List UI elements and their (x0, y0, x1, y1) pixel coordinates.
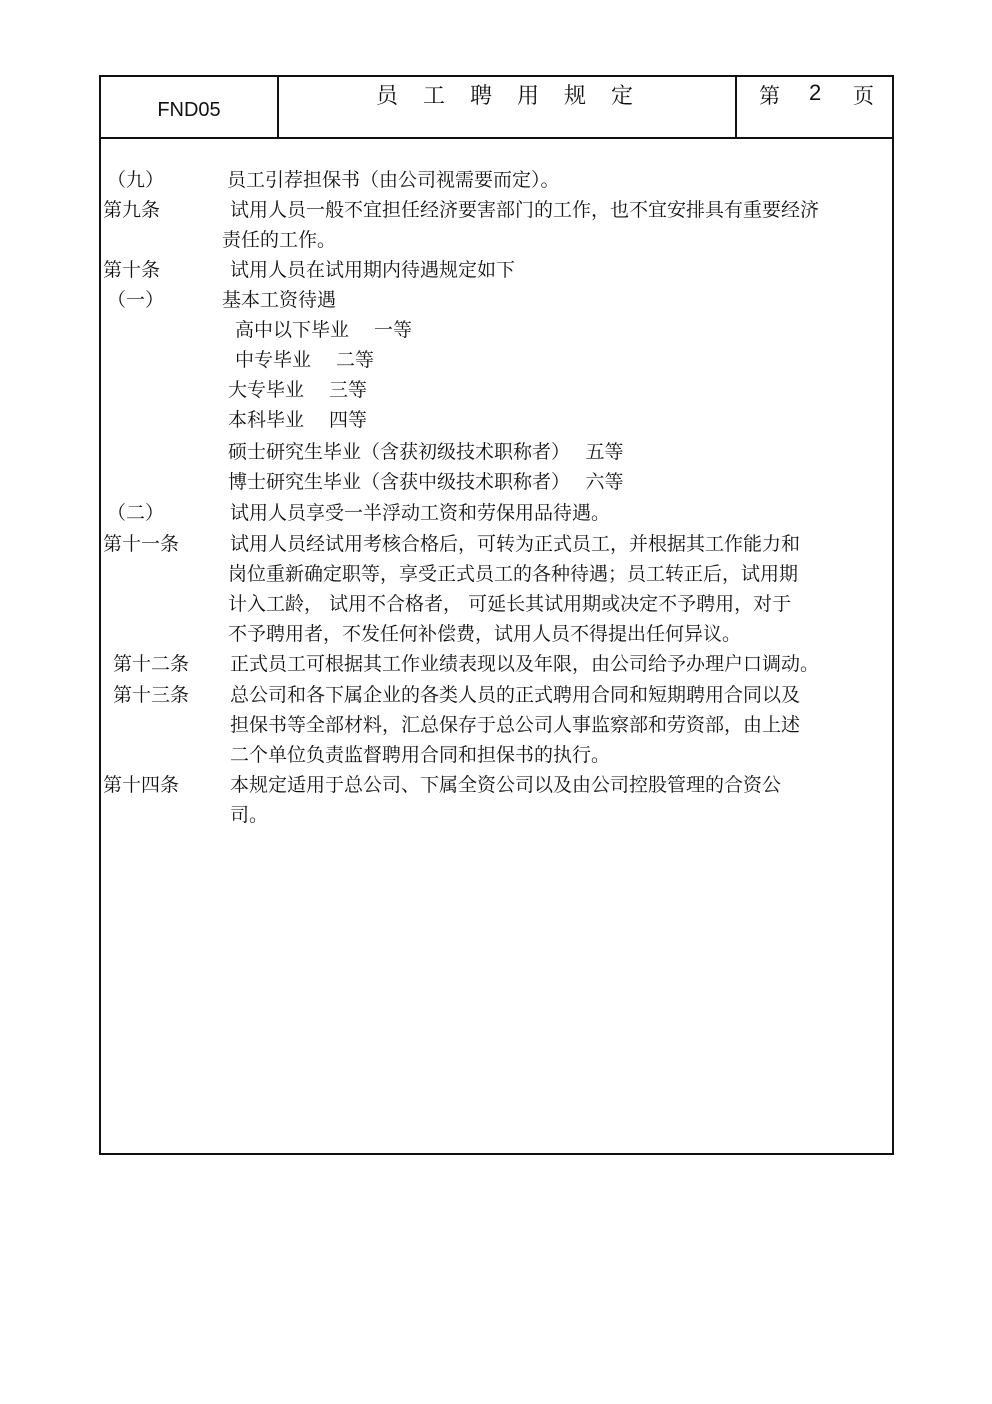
line-text: 正式员工可根据其工作业绩表现以及年限，由公司给予办理户口调动。 (230, 653, 820, 675)
page-number: 2 (809, 80, 822, 105)
line-label: 第十四条 (103, 774, 180, 796)
line-text: 试用人员在试用期内待遇规定如下 (230, 259, 516, 281)
line-text: 硕士研究生毕业（含获初级技术职称者） 五等 (228, 441, 624, 463)
line-label: 第十二条 (113, 653, 190, 675)
line-label: 第十三条 (113, 684, 190, 706)
line-text: 司。 (230, 804, 269, 826)
line-text: 试用人员经试用考核合格后，可转为正式员工，并根据其工作能力和 (230, 533, 801, 555)
line-text: 博士研究生毕业（含获中级技术职称者） 六等 (228, 471, 624, 493)
line-text: 本规定适用于总公司、下属全资公司以及由公司控股管理的合资公 (230, 774, 782, 796)
line-text: 大专毕业 三等 (228, 379, 368, 401)
line-text: 岗位重新确定职等，享受正式员工的各种待遇；员工转正后，试用期 (228, 563, 799, 585)
line-label: 第十一条 (103, 533, 180, 555)
line-text: 本科毕业 四等 (228, 409, 368, 431)
line-label: （二） (107, 502, 165, 524)
line-text: 责任的工作。 (222, 229, 337, 251)
line-text: 担保书等全部材料，汇总保存于总公司人事监察部和劳资部，由上述 (230, 714, 801, 736)
page-prefix: 第 (759, 84, 780, 108)
line-text: 试用人员一般不宜担任经济要害部门的工作，也不宜安排具有重要经济 (230, 199, 820, 221)
document-code: FND05 (101, 77, 279, 137)
document-title: 员工聘用规定 (279, 77, 737, 137)
line-text: 二个单位负责监督聘用合同和担保书的执行。 (230, 744, 611, 766)
document-header (101, 77, 892, 139)
line-label: （一） (107, 289, 165, 311)
line-text: 基本工资待遇 (222, 289, 337, 311)
line-text: 计入工龄， 试用不合格者， 可延长其试用期或决定不予聘用，对于 (228, 593, 792, 615)
page-suffix: 页 (853, 84, 874, 108)
line-text: 高中以下毕业 一等 (235, 319, 413, 341)
line-label: （九） (107, 169, 165, 191)
line-text: 中专毕业 二等 (235, 349, 375, 371)
line-label: 第九条 (103, 199, 161, 221)
line-text: 不予聘用者，不发任何补偿费，试用人员不得提出任何异议。 (228, 623, 742, 645)
line-label: 第十条 (103, 259, 161, 281)
line-text: 员工引荐担保书（由公司视需要而定）。 (227, 169, 560, 191)
page-indicator (737, 77, 894, 137)
line-text: 试用人员享受一半浮动工资和劳保用品待遇。 (230, 502, 611, 524)
line-text: 总公司和各下属企业的各类人员的正式聘用合同和短期聘用合同以及 (230, 684, 801, 706)
